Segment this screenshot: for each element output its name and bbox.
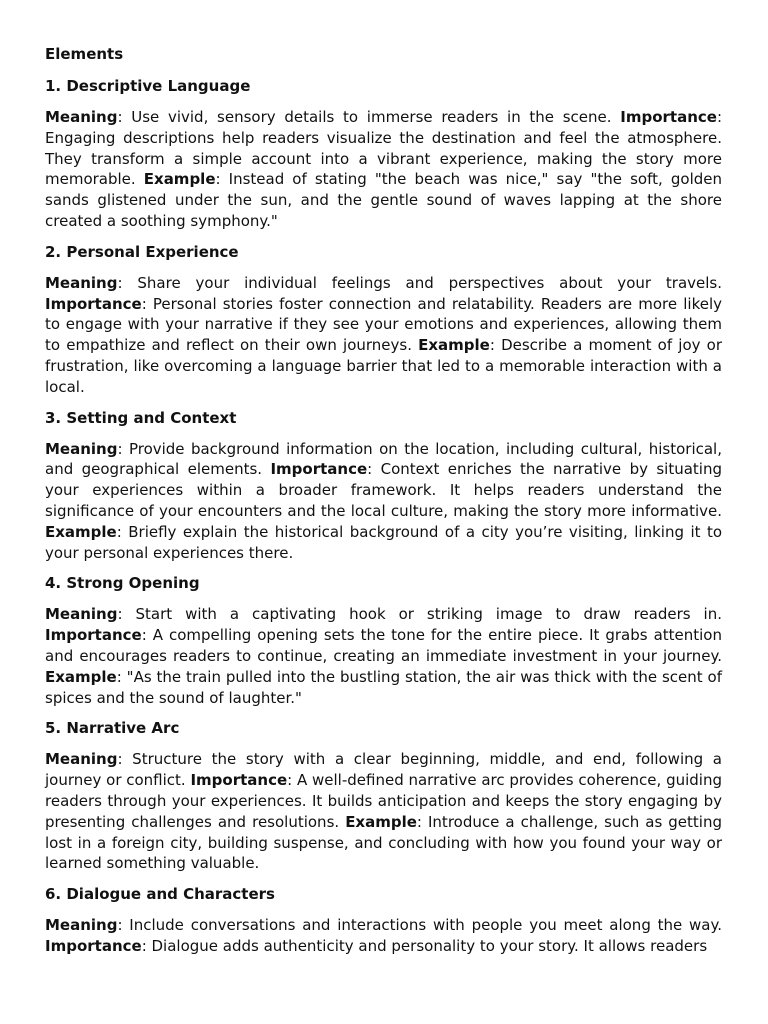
importance-label: Importance [620, 108, 717, 126]
section-dialogue-and-characters [45, 884, 722, 957]
section-body [45, 604, 722, 708]
meaning-text: : Share your individual feelings and perspectives about your travels. [117, 273, 722, 292]
importance-label: Importance [45, 626, 142, 645]
meaning-label: Meaning [45, 439, 118, 458]
section-descriptive-language [45, 76, 722, 232]
importance-text: : A well-defined narrative arc provides coherence, guiding readers through your experiences. It builds anticipation and keeps the story engaging by presenting challenges and resolutions. [45, 771, 722, 831]
example-label: Example [45, 522, 117, 541]
meaning-label: Meaning [45, 750, 118, 769]
meaning-text: : Include conversations and interactions with people you meet along the way. [117, 916, 722, 935]
importance-text: : Engaging descriptions help readers visualize the destination and feel the atmosphere. They transform a simple account into a vibrant experience, making the story more memorable. [45, 108, 722, 189]
section-setting-and-context [45, 408, 722, 564]
document-title: Elements [45, 45, 124, 63]
importance-text: : A compelling opening sets the tone for the entire piece. It grabs attention and encourages readers to continue, creating an immediate investment in your journey. [45, 626, 722, 665]
section-personal-experience [45, 242, 722, 398]
section-body [45, 915, 722, 957]
meaning-label: Meaning [45, 108, 118, 126]
section-heading: 1. Descriptive Language [45, 77, 251, 95]
section-heading: 4. Strong Opening [45, 574, 200, 593]
example-label: Example [418, 336, 490, 355]
meaning-label: Meaning [45, 273, 118, 292]
section-narrative-arc [45, 718, 722, 874]
importance-label: Importance [45, 294, 142, 313]
section-strong-opening [45, 573, 722, 708]
meaning-label: Meaning [45, 605, 118, 624]
section-heading: 5. Narrative Arc [45, 719, 180, 738]
section-body [45, 273, 722, 398]
section-heading: 6. Dialogue and Characters [45, 885, 275, 904]
section-body [45, 749, 722, 874]
meaning-text: : Provide background information on the location, including cultural, historical, and geographical elements. [45, 439, 722, 479]
example-text: : "As the train pulled into the bustling station, the air was thick with the scent of spices and the sound of laughter." [45, 667, 722, 707]
importance-text: : Context enriches the narrative by situating your experiences within a broader framework. It helps readers understand the significance of your encounters and the local culture, making the story more informative. [45, 460, 722, 520]
example-text: : Briefly explain the historical background of a city you’re visiting, linking it to your personal experiences there. [45, 522, 722, 562]
example-label: Example [345, 812, 417, 831]
example-text: : Introduce a challenge, such as getting lost in a foreign city, building suspense, and concluding with how you found your way or learned something valuable. [45, 812, 722, 873]
importance-label: Importance [45, 936, 142, 955]
meaning-text: : Start with a captivating hook or striking image to draw readers in. [117, 605, 722, 624]
section-body [45, 439, 722, 564]
example-label: Example [143, 170, 216, 189]
section-body [45, 107, 722, 232]
importance-text: : Dialogue adds authenticity and personality to your story. It allows readers [141, 936, 708, 955]
importance-label: Importance [190, 771, 288, 790]
importance-text: : Personal stories foster connection and relatability. Readers are more likely to engage with your narrative if they see your emotions and experiences, allowing them to empathize and reflect on their own journeys. [45, 294, 722, 355]
example-text: : Describe a moment of joy or frustration, like overcoming a language barrier that led to a memorable interaction with a local. [45, 336, 722, 396]
example-label: Example [45, 667, 117, 686]
example-text: : Instead of stating "the beach was nice," say "the soft, golden sands glistened under the sun, and the gentle sound of waves lapping at the shore created a soothing symphony." [45, 170, 722, 230]
meaning-label: Meaning [45, 916, 118, 935]
meaning-text: : Structure the story with a clear beginning, middle, and end, following a journey or conflict. [45, 750, 722, 790]
section-heading: 2. Personal Experience [45, 242, 239, 261]
section-heading: 3. Setting and Context [45, 408, 237, 427]
document-page [45, 44, 722, 967]
importance-label: Importance [270, 460, 368, 479]
meaning-text: : Use vivid, sensory details to immerse readers in the scene. [117, 108, 621, 126]
